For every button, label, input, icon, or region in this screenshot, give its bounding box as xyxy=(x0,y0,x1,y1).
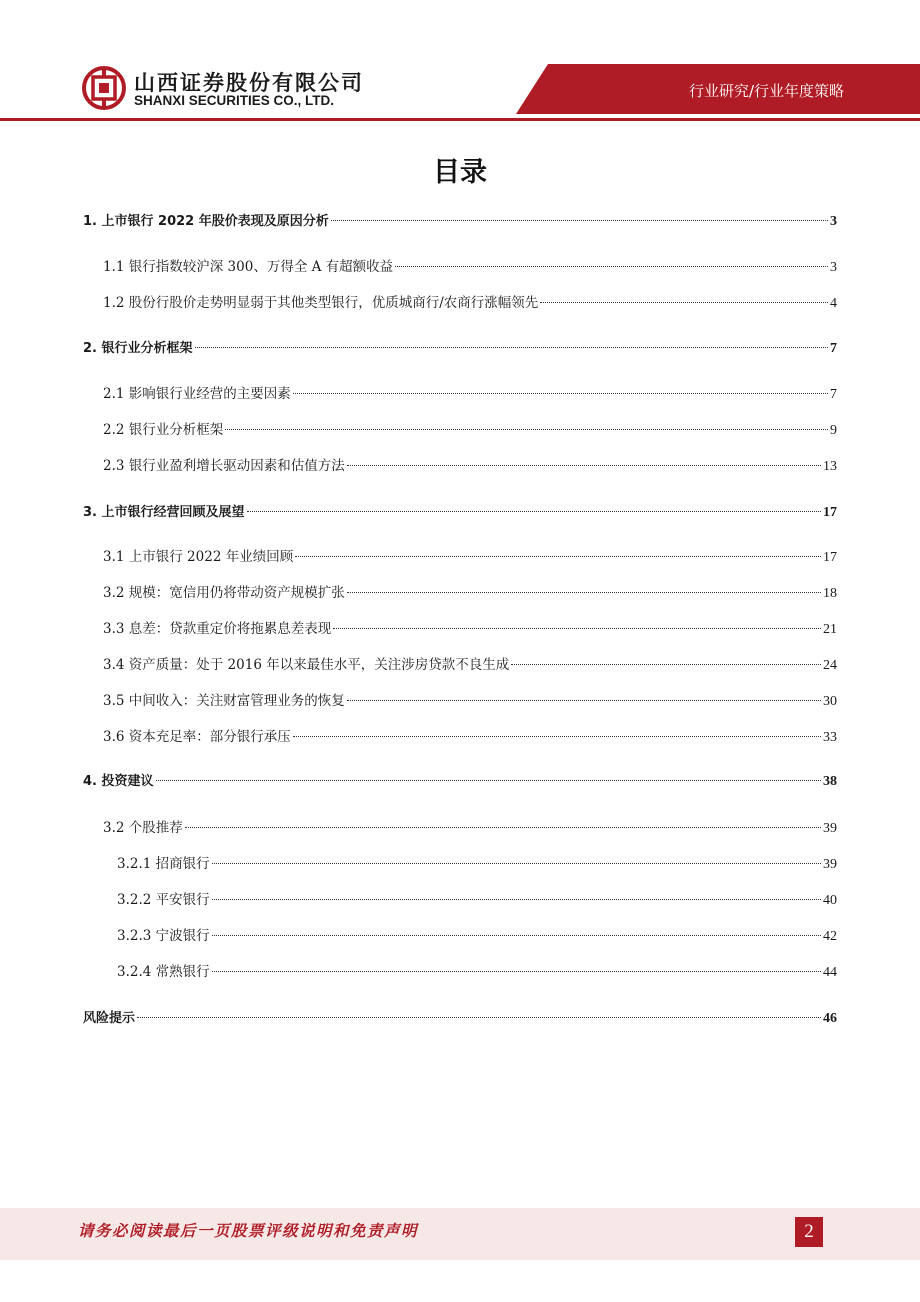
toc-leader-dots xyxy=(137,1017,821,1018)
toc-leader-dots xyxy=(331,220,828,221)
disclaimer-notice: 请务必阅读最后一页股票评级说明和免责声明 xyxy=(78,1221,419,1240)
toc-entry[interactable] xyxy=(103,727,837,747)
toc-entry-page: 4 xyxy=(830,296,837,311)
toc-leader-dots xyxy=(225,429,828,430)
toc-leader-dots xyxy=(511,664,821,665)
page-number: 2 xyxy=(795,1217,823,1247)
toc-entry[interactable] xyxy=(117,854,837,874)
page-header xyxy=(0,0,920,125)
toc-leader-dots xyxy=(347,700,821,701)
toc-entry-label: 2.1 影响银行业经营的主要因素 xyxy=(103,386,291,402)
toc-entry-page: 13 xyxy=(823,459,837,474)
toc-entry-label: 3. 上市银行经营回顾及展望 xyxy=(83,505,245,520)
toc-entry-page: 18 xyxy=(823,586,837,601)
toc-entry[interactable] xyxy=(103,691,837,711)
company-name-cn: 山西证券股份有限公司 xyxy=(134,71,364,95)
toc-entry-page: 7 xyxy=(830,387,837,402)
toc-entry[interactable] xyxy=(83,1009,837,1029)
toc-entry-page: 21 xyxy=(823,622,837,637)
toc-entry[interactable] xyxy=(103,384,837,404)
toc-entry[interactable] xyxy=(103,655,837,675)
toc-leader-dots xyxy=(395,266,828,267)
toc-entry-label: 3.2.1 招商银行 xyxy=(117,856,210,872)
toc-entry-label: 3.6 资本充足率：部分银行承压 xyxy=(103,729,291,745)
toc-entry-label: 1. 上市银行 2022 年股价表现及原因分析 xyxy=(83,214,329,229)
toc-entry-label: 1.2 股份行股价走势明显弱于其他类型银行，优质城商行/农商行涨幅领先 xyxy=(103,295,539,311)
toc-leader-dots xyxy=(295,556,821,557)
toc-entry-page: 17 xyxy=(823,505,837,520)
page-title: 目录 xyxy=(433,157,487,188)
toc-entry-page: 3 xyxy=(830,214,837,229)
toc-entry-label: 3.1 上市银行 2022 年业绩回顾 xyxy=(103,549,294,565)
toc-entry-label: 4. 投资建议 xyxy=(83,774,154,789)
toc-entry-label: 3.5 中间收入：关注财富管理业务的恢复 xyxy=(103,693,345,709)
toc-entry-label: 3.2 规模：宽信用仍将带动资产规模扩张 xyxy=(103,585,345,601)
toc-entry[interactable] xyxy=(103,456,837,476)
toc-entry[interactable] xyxy=(103,257,837,277)
toc-entry-page: 46 xyxy=(823,1011,837,1026)
toc-entry-page: 39 xyxy=(823,821,837,836)
toc-leader-dots xyxy=(212,863,821,864)
toc-entry[interactable] xyxy=(83,503,837,523)
toc-entry-label: 2.3 银行业盈利增长驱动因素和估值方法 xyxy=(103,458,345,474)
toc-entry-page: 42 xyxy=(823,929,837,944)
toc-leader-dots xyxy=(212,935,821,936)
toc-entry[interactable] xyxy=(117,962,837,982)
toc-entry-label: 3.4 资产质量：处于 2016 年以来最佳水平，关注涉房贷款不良生成 xyxy=(103,657,510,673)
toc-entry[interactable] xyxy=(103,547,837,567)
toc-entry-page: 24 xyxy=(823,658,837,673)
toc-entry-page: 30 xyxy=(823,694,837,709)
toc-entry-page: 7 xyxy=(830,341,837,356)
toc-entry-page: 44 xyxy=(823,965,837,980)
toc-leader-dots xyxy=(540,302,828,303)
toc-entry-page: 3 xyxy=(830,260,837,275)
toc-leader-dots xyxy=(247,511,821,512)
toc-leader-dots xyxy=(156,780,821,781)
toc-entry-label: 3.2.2 平安银行 xyxy=(117,892,210,908)
toc-entry-label: 3.2.3 宁波银行 xyxy=(117,928,210,944)
toc-leader-dots xyxy=(212,899,821,900)
toc-entry-label: 3.2.4 常熟银行 xyxy=(117,964,210,980)
toc-leader-dots xyxy=(293,736,821,737)
toc-entry[interactable] xyxy=(103,293,837,313)
toc-leader-dots xyxy=(195,347,828,348)
toc-entry-page: 9 xyxy=(830,423,837,438)
toc-entry[interactable] xyxy=(103,619,837,639)
toc-entry-label: 2. 银行业分析框架 xyxy=(83,341,193,356)
toc-entry[interactable] xyxy=(83,339,837,359)
report-type-label: 行业研究/行业年度策略 xyxy=(688,82,844,100)
toc-entry[interactable] xyxy=(103,420,837,440)
toc-leader-dots xyxy=(293,393,828,394)
toc-entry[interactable] xyxy=(103,818,837,838)
toc-entry-page: 40 xyxy=(823,893,837,908)
toc-entry-label: 3.3 息差：贷款重定价将拖累息差表现 xyxy=(103,621,332,637)
toc-leader-dots xyxy=(347,592,821,593)
header-banner xyxy=(0,0,920,125)
toc-entry-label: 2.2 银行业分析框架 xyxy=(103,422,224,438)
toc-leader-dots xyxy=(333,628,821,629)
toc-entry[interactable] xyxy=(117,890,837,910)
toc-entry-page: 38 xyxy=(823,774,837,789)
company-name-en: SHANXI SECURITIES CO., LTD. xyxy=(134,93,335,108)
toc-entry-page: 33 xyxy=(823,730,837,745)
toc-entry[interactable] xyxy=(103,583,837,603)
toc-leader-dots xyxy=(185,827,821,828)
toc-entry[interactable] xyxy=(117,926,837,946)
toc-entry[interactable] xyxy=(83,212,837,232)
toc-entry-label: 1.1 银行指数较沪深 300、万得全 A 有超额收益 xyxy=(103,259,394,275)
toc-leader-dots xyxy=(212,971,821,972)
toc-entry[interactable] xyxy=(83,772,837,792)
toc-entry-label: 3.2 个股推荐 xyxy=(103,820,183,836)
toc-entry-page: 39 xyxy=(823,857,837,872)
toc-leader-dots xyxy=(347,465,821,466)
toc-entry-label: 风险提示 xyxy=(83,1011,136,1026)
toc-entry-page: 17 xyxy=(823,550,837,565)
